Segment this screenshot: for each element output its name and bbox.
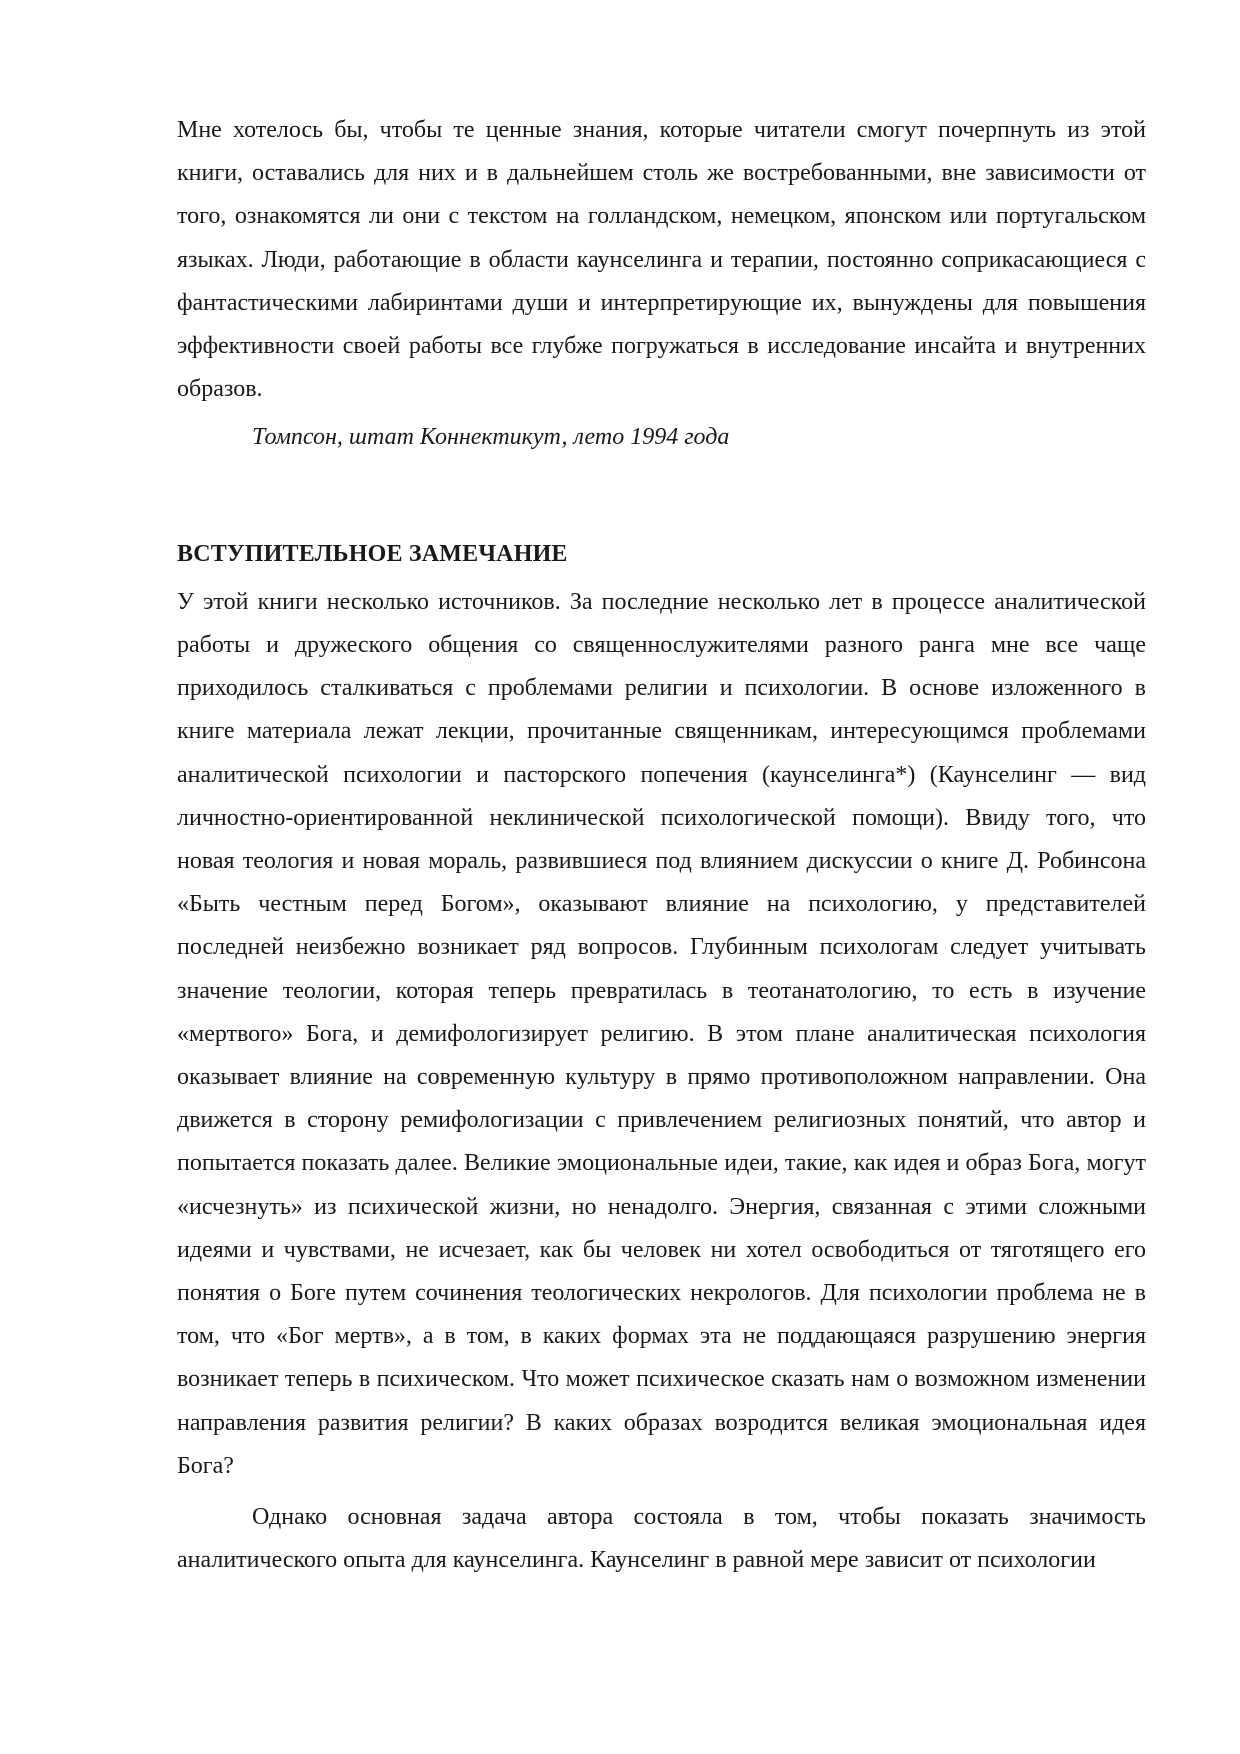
final-paragraph: Однако основная задача автора состояла в том, чтобы показать значимость аналитического опыта для каунселинга. Каунселинг в равной мере зависит от психологии — [177, 1504, 1146, 1574]
intro-paragraph: Мне хотелось бы, чтобы те ценные знания, которые читатели смогут почерпнуть из этой книги, оставались для них и в дальнейшем столь же востребованными, вне зависимости от того, ознакомятся ли они с текстом на голландском, немецком, японском или португальском языках. Люди, работающие в области каунселинга и терапии, постоянно соприкасающиеся с фантастическими лабиринтами души и интерпретирующие их, вынуждены для повышения эффективности своей работы все глубже погружаться в исследование инсайта и внутренних образов. — [177, 117, 1146, 403]
signature-line: Томпсон, штат Коннектикут, лето 1994 года — [252, 424, 730, 451]
section-paragraph: У этой книги несколько источников. За последние несколько лет в процессе аналитической работы и дружеского общения со священнослужителями разного ранга мне все чаще приходилось сталкиваться с проблемами религии и психологии. В основе изложенного в книге материала лежат лекции, прочитанные священникам, интересующимся проблемами аналитической психологии и пасторского попечения (каунселинга*) (Каунселинг — вид личностно-ориентированной неклинической психологической помощи). Ввиду того, что новая теология и новая мораль, развившиеся под влиянием дискуссии о книге Д. Робинсона «Быть честным перед Богом», оказывают влияние на психологию, у представителей последней неизбежно возникает ряд вопросов. Глубинным психологам следует учитывать значение теологии, которая теперь превратилась в теотанатологию, то есть в изучение «мертвого» Бога, и демифологизирует религию. В этом плане аналитическая психология оказывает влияние на современную культуру в прямо противоположном направлении. Она движется в сторону ремифологизации с привлечением религиозных понятий, что автор и попытается показать далее. Великие эмоциональные идеи, такие, как идея и образ Бога, могут «исчезнуть» из психической жизни, но ненадолго. Энергия, связанная с этими сложными идеями и чувствами, не исчезает, как бы человек ни хотел освободиться от тяготящего его понятия о Боге путем сочинения теологических некрологов. Для психологии проблема не в том, что «Бог мертв», а в том, в каких формах эта не поддающаяся разрушению энергия возникает теперь в психическом. Что может психическое сказать нам о возможном изменении направления развития религии? В каких образах возродится великая эмоциональная идея Бога? — [177, 588, 1146, 1479]
page-content — [177, 109, 1146, 1583]
section-heading: ВСТУПИТЕЛЬНОЕ ЗАМЕЧАНИЕ — [177, 540, 568, 567]
